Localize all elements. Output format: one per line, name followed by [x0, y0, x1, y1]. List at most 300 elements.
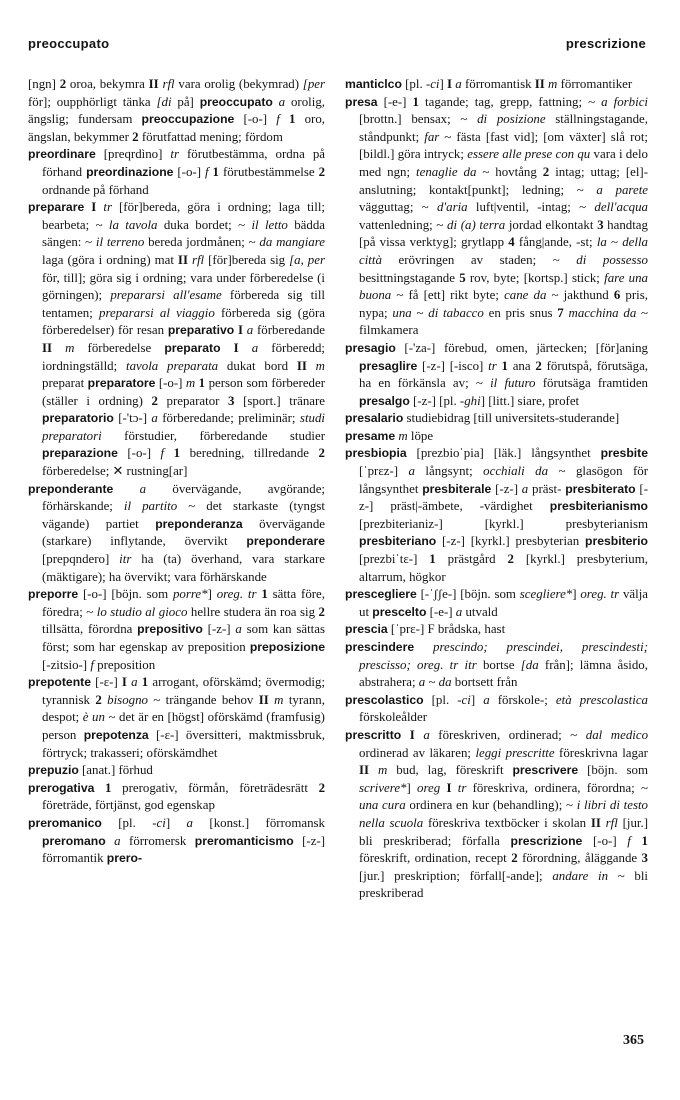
left-running-headword: preoccupato: [28, 36, 110, 51]
entry-text: välja ut: [359, 587, 648, 619]
italic-text: dell'acqua: [594, 200, 648, 215]
italic-text: oreg. tr: [216, 587, 257, 602]
entry-text: förordning, åläggande: [517, 851, 642, 866]
dictionary-entry: [345, 340, 648, 410]
headword: preordinare: [28, 147, 96, 162]
entry-text: föreskrift, ordination, recept: [359, 851, 512, 866]
italic-text: m: [395, 428, 408, 443]
entry-text: vara orolig (bekymrad): [174, 77, 303, 91]
headword: presbiterio: [585, 534, 648, 549]
sense-number: 2: [542, 164, 550, 179]
sense-number: II: [534, 77, 545, 91]
headword: presbiterato: [565, 481, 636, 496]
italic-text: [di: [156, 94, 172, 109]
entry-text: ~: [606, 235, 623, 250]
entry-text: ställningstagande, ståndpunkt;: [359, 112, 648, 144]
italic-text: m: [369, 763, 388, 778]
entry-text: [-ɛ-]: [90, 675, 122, 690]
sense-number: I: [121, 675, 127, 690]
sense-number: II: [296, 358, 307, 373]
entry-text: [pl.: [101, 815, 153, 830]
entry-text: förromersk: [120, 833, 195, 848]
entry-text: ]: [470, 692, 484, 707]
entry-text: handtag [på vissa verktyg]; grytlapp: [359, 217, 648, 250]
italic-text: a: [418, 675, 426, 690]
sense-number: II: [42, 340, 53, 355]
headword: preparato: [164, 340, 221, 355]
entry-text: [ngn]: [28, 77, 60, 91]
sense-number: 2: [95, 692, 102, 707]
entry-text: övervägande, avgörande; förhärskande;: [42, 481, 325, 514]
sense-number: 3: [641, 851, 648, 866]
entry-text: övervägande (starkare) inflytande, övervikt: [42, 516, 325, 549]
italic-text: la tavola: [108, 217, 158, 232]
entry-text: förbereda sig (göra förberedelser) för resan: [42, 305, 325, 338]
italic-text: a: [243, 323, 254, 338]
entry-text: vara i delo med ngn;: [359, 147, 648, 179]
headword: preparatore: [87, 376, 156, 391]
headword: preponderare: [246, 534, 325, 549]
sense-number: I: [234, 323, 244, 338]
italic-text: fare una buona: [359, 270, 648, 303]
dictionary-entry: [345, 727, 648, 903]
sense-number: I: [440, 780, 452, 795]
entry-text: [anat.] förhud: [78, 763, 153, 778]
headword: prescelto: [372, 604, 427, 619]
entry-text: [sport.] tränare: [234, 393, 326, 408]
entry-text: bädda sängen: ~: [42, 217, 325, 250]
headword: prepositivo: [137, 622, 203, 637]
sense-number: 2: [318, 780, 326, 795]
italic-text: m: [52, 340, 75, 355]
entry-text: en pris snus: [483, 305, 558, 320]
entry-text: sätta före, föredra; ~: [42, 587, 326, 619]
entry-text: förutbestämma, ordna på förhand: [42, 147, 325, 179]
headword: presa: [345, 94, 378, 109]
italic-text: a: [272, 94, 286, 109]
dictionary-entry: [345, 76, 648, 94]
headword: prescolastico: [345, 692, 424, 707]
entry-text: [för]bereda sig: [204, 252, 290, 267]
entry-text: ]: [207, 587, 217, 602]
entry-text: för, till]; göra sig i ordning; vara under förberedelse (i görningen);: [42, 270, 325, 303]
italic-text: di tabacco: [428, 305, 484, 320]
italic-text: m: [185, 376, 196, 391]
headword: prescrivere: [512, 763, 579, 778]
sense-number: 2: [511, 851, 518, 866]
entry-text: [-o-] [böjn. som: [78, 587, 173, 602]
entry-text: [ˈprɛ-] F brådska, hast: [387, 622, 506, 637]
entry-text: ~ fästa [fast vid]; [om växter] slå rot; [bildl.] göra intryck;: [359, 129, 648, 162]
headword: prepotenza: [83, 727, 149, 742]
entry-text: [-z-] [kyrkl.] presbyterian: [436, 534, 585, 549]
italic-text: a parete: [596, 182, 648, 197]
italic-text: andare in: [552, 868, 609, 883]
entry-text: [-z-] förromantik: [42, 833, 326, 866]
italic-text: f: [627, 833, 631, 848]
entry-text: dukat bord: [218, 358, 297, 373]
entry-text: bortse: [476, 657, 521, 672]
entry-text: [-o-]: [173, 164, 205, 179]
italic-text: bisogno: [101, 692, 148, 707]
entry-text: föreskriven, ordinerad; ~: [429, 727, 586, 742]
sense-number: 1: [208, 164, 219, 179]
sense-number: 1: [164, 446, 181, 461]
entry-text: föreskriva, ordinera, förordna; ~: [466, 780, 648, 795]
italic-text: a: [105, 833, 121, 848]
headword: presbiopia: [345, 446, 407, 461]
entry-text: fång|ande, -st;: [514, 235, 597, 250]
sense-number: I: [220, 340, 239, 355]
headword: prescindere: [345, 640, 415, 654]
sense-number: 1: [256, 587, 268, 602]
headword: prescegliere: [345, 587, 417, 602]
italic-text: di posizione: [477, 112, 546, 127]
italic-text: il futuro: [490, 376, 536, 391]
entry-text: [-'za-] förebud, omen, järtecken; [för]aning: [395, 340, 648, 355]
sense-number: 1: [279, 112, 296, 127]
entry-text: [-e-]: [377, 94, 413, 109]
entry-text: [-z-] [pl.: [409, 393, 460, 408]
italic-text: essere alle prese con qu: [467, 147, 591, 162]
sense-number: I: [447, 77, 453, 91]
entry-text: långsynt;: [414, 464, 484, 479]
entry-text: [-zitsio-]: [42, 657, 91, 672]
sense-number: 4: [508, 235, 515, 250]
italic-text: studi preparatori: [42, 411, 325, 443]
italic-text: una cura: [359, 798, 406, 813]
italic-text: tr: [488, 358, 497, 373]
italic-text: tenaglie da: [416, 164, 477, 179]
entry-text: erövringen av staden; ~: [381, 252, 577, 267]
sense-number: II: [148, 77, 159, 91]
entry-text: ordnande på förhand: [42, 182, 149, 197]
entry-text: för]; oupphörligt tänka: [28, 94, 157, 109]
entry-text: [böjn. som: [578, 763, 648, 778]
headword: preparativo: [167, 323, 235, 338]
entry-text: som kan sättas först; som har egenskap av preposition: [42, 622, 325, 654]
entry-text: studiebidrag [till universitets-studerande]: [403, 411, 620, 426]
italic-text: tavola preparata: [126, 358, 219, 373]
italic-text: -ci: [425, 77, 440, 91]
italic-text: a: [408, 464, 415, 479]
italic-text: rfl: [600, 815, 618, 830]
headword: preponderanza: [155, 516, 243, 531]
entry-text: laga (göra i ordning) mat: [42, 252, 178, 267]
entry-text: ~ trängande behov: [147, 692, 259, 707]
entry-text: pris, nypa;: [359, 288, 648, 320]
headword: presame: [345, 428, 396, 443]
entry-text: [-z-]: [202, 622, 236, 637]
entry-text: [prezbiˈtɛ-]: [359, 552, 430, 567]
headword: presbiterale: [422, 481, 492, 496]
entry-text: [pl.: [423, 692, 458, 707]
entry-text: ordinerad av läkaren;: [359, 745, 476, 760]
dictionary-entry: [28, 146, 325, 199]
italic-text: oreg: [417, 780, 441, 795]
headword: prepotente: [28, 675, 91, 690]
dictionary-entry: [28, 199, 325, 481]
italic-text: tr: [96, 200, 112, 215]
entry-text: [jur.] bli preskriberad; förfalla: [359, 815, 648, 848]
entry-text: [prezbioˈpia] [läk.] långsynthet: [406, 446, 601, 461]
entry-text: [-ˈʃʃe-] [böjn. som: [416, 587, 520, 602]
sense-number: 1: [137, 675, 149, 690]
italic-text: -ghi: [459, 393, 481, 408]
italic-text: tr: [170, 147, 179, 162]
entry-text: duka bordet; ~: [157, 217, 252, 232]
entry-text: ~: [411, 305, 429, 320]
sense-number: 7: [557, 305, 564, 320]
entry-text: förutfattad mening; fördom: [138, 129, 283, 144]
dictionary-entry: [28, 762, 325, 780]
entry-text: ~ bli preskriberad: [359, 868, 648, 901]
entry-text: [-o-]: [155, 376, 186, 391]
italic-text: macchina da: [563, 305, 637, 320]
italic-text: m: [268, 692, 284, 707]
entry-text: [preqrdìno]: [95, 147, 171, 162]
entry-text: hellre studera än roa sig: [187, 604, 319, 619]
entry-text: [prezbiterianiz-] [kyrkl.] presbyterianism: [359, 516, 648, 531]
italic-text: i libri di testo nella scuola: [359, 798, 648, 830]
italic-text: da mangiare: [259, 235, 325, 250]
italic-text: m: [544, 77, 558, 91]
italic-text: scegliere*: [519, 587, 573, 602]
headword: preponderante: [28, 481, 114, 496]
headword: presagio: [345, 340, 396, 355]
dictionary-entry: [345, 586, 648, 621]
entry-text: ana: [507, 358, 536, 373]
italic-text: da: [438, 675, 452, 690]
entry-text: tagande; tag, grepp, fattning; ~: [418, 94, 602, 109]
italic-text: [a, per: [289, 252, 325, 267]
sense-number: 1: [412, 94, 419, 109]
entry-text: jordad elkontakt: [505, 217, 598, 232]
italic-text: il letto: [251, 217, 288, 232]
headword: preparatorio: [42, 411, 114, 426]
sense-number: I: [84, 200, 97, 215]
italic-text: rfl: [187, 252, 205, 267]
entry-text: oro, ängslan, bekymmer: [28, 112, 325, 144]
entry-text: [-o-]: [234, 112, 277, 127]
italic-text: a: [455, 604, 463, 619]
dictionary-entry: [28, 815, 325, 868]
entry-text: preposition: [93, 657, 156, 672]
dictionary-entry: [28, 586, 325, 674]
headword: presaglire: [359, 358, 418, 373]
entry-text: tillsätta, förordna: [42, 622, 138, 637]
dictionary-entry: [345, 94, 648, 340]
dictionary-entry: [345, 692, 648, 727]
sense-number: 2: [535, 358, 542, 373]
entry-text: person som förbereder (ställer i ordning): [42, 376, 326, 408]
headword: presbite: [600, 446, 648, 461]
entry-text: ordinera en kur (behandling); ~: [405, 798, 577, 813]
italic-text: leggi prescritte: [475, 745, 555, 760]
entry-text: föreskriva textböcker i skolan: [423, 815, 591, 830]
entry-text: preparator: [157, 393, 229, 408]
entry-text: [-z-] [-isco]: [417, 358, 489, 373]
italic-text: -ci: [457, 692, 471, 707]
entry-text: [för]bereda, göra i ordning; laga till; bearbeta; ~: [42, 200, 325, 232]
entry-text: [-z-] präst|-ämbete, -värdighet: [359, 481, 648, 514]
headword: presbiteriano: [359, 534, 437, 549]
entry-text: intag; uttag; [el]-anslutning; kontakt[punkt]; ledning; ~: [359, 164, 648, 197]
entry-text: [pl.: [401, 77, 426, 91]
entry-text: ]: [165, 815, 187, 830]
italic-text: oreg. tr: [580, 587, 620, 602]
entry-text: förskoleålder: [359, 710, 428, 725]
italic-text: a: [126, 675, 138, 690]
entry-text: prästgård: [435, 552, 508, 567]
entry-text: besittningstagande: [359, 270, 460, 285]
entry-text: luft|ventil, -intag; ~: [467, 200, 595, 215]
entry-text: ]: [406, 780, 418, 795]
sense-number: II: [359, 763, 370, 778]
entry-text: [-o-]: [582, 833, 628, 848]
italic-text: f: [276, 112, 280, 127]
entry-text: ~ glasögon för långsynthet: [359, 464, 649, 496]
italic-text: a forbici: [601, 94, 648, 109]
dictionary-entry: [28, 481, 325, 587]
sense-number: II: [177, 252, 188, 267]
entry-text: ]: [572, 587, 581, 602]
italic-text: occhiali da: [483, 464, 549, 479]
entry-text: utvald: [462, 604, 498, 619]
sense-number: I: [401, 727, 415, 742]
headword: manticlco: [345, 77, 402, 91]
sense-number: II: [590, 815, 601, 830]
italic-text: porre*: [172, 587, 208, 602]
entry-text: ~ få [ett] rikt byte;: [391, 288, 505, 303]
entry-text: förberedelse; ✕ rustning[ar]: [42, 464, 188, 479]
italic-text: a: [186, 815, 193, 830]
entry-text: ~ det är en [högst] oförskämd (framfusig) person: [42, 710, 325, 742]
italic-text: f: [160, 446, 165, 461]
entry-text: [brottn.] bensax; ~: [359, 112, 478, 127]
entry-text: förbereda sig till tentamen;: [42, 288, 325, 320]
italic-text: cane da: [504, 288, 547, 303]
sense-number: 2: [507, 552, 514, 567]
sense-number: 2: [318, 164, 326, 179]
entry-text: på]: [171, 94, 200, 109]
entry-text: förromantisk: [461, 77, 535, 91]
headword: prero-: [106, 851, 143, 866]
entry-text: bud, lag, föreskrift: [387, 763, 513, 778]
sense-number: 1: [94, 780, 112, 795]
italic-text: a: [151, 411, 158, 426]
entry-text: bortsett från: [451, 675, 518, 690]
dictionary-entry: [345, 621, 648, 639]
headword: prescia: [345, 622, 388, 637]
headword: prescrizione: [510, 833, 583, 848]
italic-text: è un: [82, 710, 105, 725]
entry-text: [-z-]: [491, 481, 522, 496]
entry-text: förromantiker: [557, 77, 633, 91]
entry-text: oroa, bekymra: [66, 77, 149, 91]
headword: presalario: [345, 411, 404, 426]
italic-text: rfl: [158, 77, 175, 91]
headword: presalgo: [359, 393, 410, 408]
headword: preoccupazione: [141, 112, 235, 127]
sense-number: 2: [59, 77, 67, 91]
sense-number: 2: [151, 393, 158, 408]
headword: preparazione: [42, 446, 118, 461]
headword: preordinazione: [86, 164, 174, 179]
italic-text: f: [204, 164, 209, 179]
entry-text: präst-: [528, 481, 566, 496]
italic-text: tr: [451, 780, 467, 795]
left-column: [28, 76, 325, 868]
entry-text: tyrann, despot;: [42, 692, 325, 725]
entry-text: ] [litt.] siare, profet: [480, 393, 580, 408]
entry-text: vattenledning; ~: [359, 217, 448, 232]
entry-text: prerogativ, förmån, företrädesrätt: [111, 780, 319, 795]
italic-text: dal medico: [585, 727, 649, 742]
italic-text: a: [521, 481, 529, 496]
italic-text: a: [452, 77, 462, 91]
dictionary-entry: [345, 639, 648, 692]
italic-text: la: [596, 235, 607, 250]
dictionary-entry: [345, 428, 648, 446]
italic-text: a: [113, 481, 147, 496]
sense-number: 1: [429, 552, 436, 567]
italic-text: della città: [359, 235, 648, 267]
headword: preporre: [28, 587, 79, 602]
entry-text: föreskrivna lagar: [554, 745, 648, 760]
entry-text: orolig, ängslig; fundersam: [28, 94, 325, 127]
headword: preparare: [28, 200, 85, 215]
entry-text: företräde, förtjänst, god egenskap: [42, 798, 215, 813]
entry-text: förberedd; iordningställd;: [42, 340, 325, 373]
entry-text: ~ det starkaste (tyngst vägande) partiet: [42, 499, 325, 531]
entry-text: bereda jordmånen; ~: [144, 235, 260, 250]
italic-text: prescindo; prescindei, prescindesti; prescisso; oreg. tr itr: [359, 640, 648, 672]
headword: preposizione: [249, 640, 325, 654]
headword: preromanico: [28, 815, 102, 830]
dictionary-entry: [28, 76, 325, 146]
entry-text: [-ɛ-] översitteri, maktmissbruk, förtryck; trakasseri; oförskämdhet: [42, 727, 325, 760]
entry-text: förutspå, förutsäga, ha en förkänsla av; ~: [359, 358, 649, 391]
entry-text: ha (ta) överhand, vara starkare (mäktigare); ha övervikt; vara förhärskande: [42, 552, 325, 584]
italic-text: scrivere*: [359, 780, 407, 795]
right-column: [345, 76, 648, 903]
italic-text: età prescolastica: [555, 692, 648, 707]
italic-text: prepararsi al viaggio: [99, 305, 215, 320]
entry-text: ~: [425, 675, 439, 690]
entry-text: vägguttag; ~: [359, 200, 437, 215]
sense-number: 2: [132, 129, 139, 144]
entry-text: [-'tɔ-]: [113, 411, 152, 426]
entry-text: förutsäga framtiden: [535, 376, 648, 391]
entry-text: löpe: [407, 428, 434, 443]
dictionary-entry: [28, 674, 325, 762]
entry-text: ~ jakthund: [546, 288, 614, 303]
sense-number: II: [258, 692, 269, 707]
italic-text: far: [424, 129, 440, 144]
sense-number: 5: [459, 270, 466, 285]
italic-text: -ci: [152, 815, 166, 830]
entry-text: [kyrkl.] presbyterium, altarrum, högkor: [359, 552, 648, 584]
headword: preromanticismo: [194, 833, 294, 848]
sense-number: 3: [597, 217, 604, 232]
sense-number: 2: [318, 604, 325, 619]
page-number: 365: [623, 1033, 644, 1048]
entry-text: arrogant, oförskämd; övermodig; tyrannisk: [42, 675, 326, 707]
entry-text: från]; lämna åsido, abstrahera;: [359, 657, 648, 690]
dictionary-entry: [345, 410, 648, 428]
entry-text: förberedande: [253, 323, 325, 338]
